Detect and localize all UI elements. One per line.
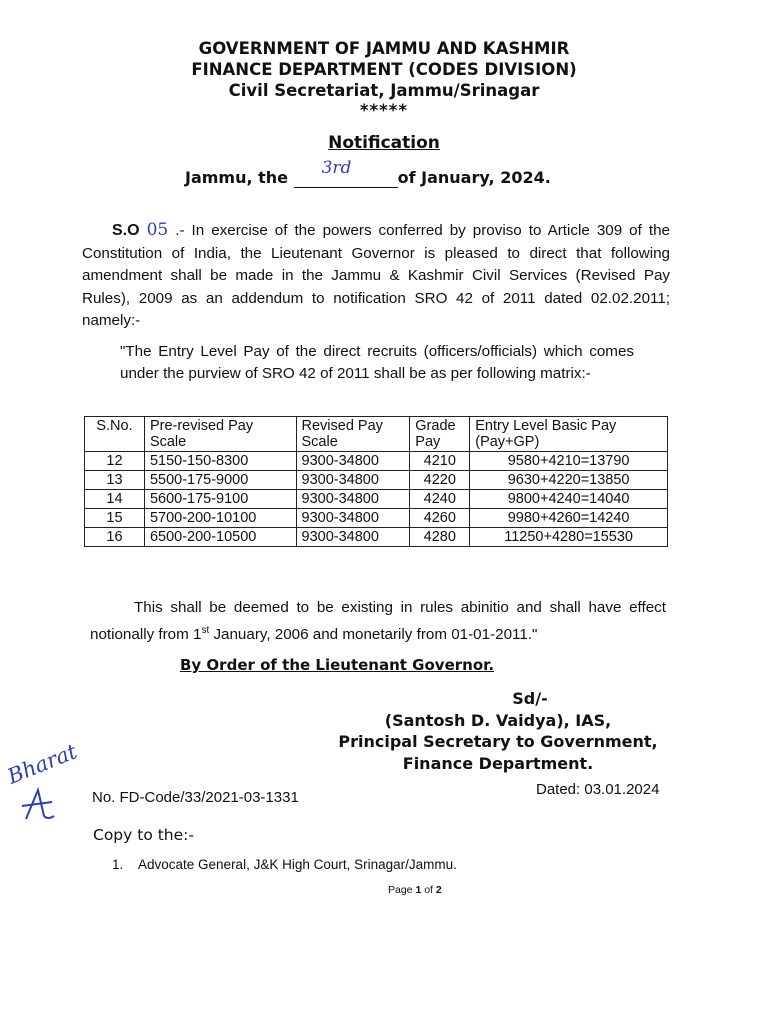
pay-matrix-table bbox=[84, 416, 668, 547]
handwritten-initials: Bharat bbox=[4, 739, 81, 789]
closing-paragraph bbox=[90, 597, 666, 646]
dateline-suffix: of January, 2024. bbox=[397, 168, 551, 187]
page-prefix: Page bbox=[388, 884, 413, 896]
header-line-3: Civil Secretariat, Jammu/Srinagar bbox=[228, 81, 540, 100]
th-entry-level: Entry Level Basic Pay (Pay+GP) bbox=[470, 417, 668, 452]
cell-revised: 9300-34800 bbox=[296, 490, 410, 509]
cell-sno: 12 bbox=[85, 452, 145, 471]
dateline bbox=[185, 158, 551, 188]
th-sno: S.No. bbox=[85, 417, 145, 452]
copy-list bbox=[112, 857, 457, 872]
cell-sno: 14 bbox=[85, 490, 145, 509]
so-label: S.O bbox=[112, 222, 140, 239]
cell-entry-level: 9980+4260=14240 bbox=[470, 509, 668, 528]
copy-to-heading: Copy to the:- bbox=[93, 826, 194, 844]
page-title: Notification bbox=[328, 133, 440, 153]
page-total: 2 bbox=[435, 884, 442, 896]
table-row bbox=[85, 490, 668, 509]
cell-grade-pay: 4210 bbox=[410, 452, 470, 471]
cell-grade-pay: 4280 bbox=[410, 528, 470, 547]
signatory-designation: Principal Secretary to Government, bbox=[338, 732, 658, 751]
closing-text-2: January, 2006 and monetarily from 01-01-2011." bbox=[209, 625, 538, 643]
cell-entry-level: 9800+4240=14040 bbox=[470, 490, 668, 509]
closing-superscript: st bbox=[201, 624, 210, 636]
table-row bbox=[85, 471, 668, 490]
header-line-1: GOVERNMENT OF JAMMU AND KASHMIR bbox=[198, 39, 570, 58]
cell-pre-revised: 6500-200-10500 bbox=[144, 528, 296, 547]
cell-revised: 9300-34800 bbox=[296, 528, 410, 547]
cell-sno: 16 bbox=[85, 528, 145, 547]
dated: Dated: 03.01.2024 bbox=[536, 781, 660, 798]
dateline-prefix: Jammu, the bbox=[185, 168, 289, 187]
signature-sd: Sd/- bbox=[512, 689, 548, 708]
cell-grade-pay: 4260 bbox=[410, 509, 470, 528]
cell-sno: 15 bbox=[85, 509, 145, 528]
table-row bbox=[85, 452, 668, 471]
cell-revised: 9300-34800 bbox=[296, 452, 410, 471]
table-header-row bbox=[85, 417, 668, 452]
table-row bbox=[85, 509, 668, 528]
cell-entry-level: 9580+4210=13790 bbox=[470, 452, 668, 471]
handwritten-mark-icon bbox=[18, 786, 58, 824]
cell-entry-level: 9630+4220=13850 bbox=[470, 471, 668, 490]
cell-revised: 9300-34800 bbox=[296, 509, 410, 528]
table-row bbox=[85, 528, 668, 547]
page-number bbox=[388, 884, 442, 896]
date-blank bbox=[294, 158, 398, 188]
copy-item-number: 1. bbox=[112, 857, 124, 872]
cell-pre-revised: 5700-200-10100 bbox=[144, 509, 296, 528]
header-line-2: FINANCE DEPARTMENT (CODES DIVISION) bbox=[191, 60, 577, 79]
page-of: of bbox=[424, 884, 433, 896]
header-stars: ***** bbox=[359, 101, 409, 120]
th-grade-pay: Grade Pay bbox=[410, 417, 470, 452]
so-text: .- In exercise of the powers conferred by proviso to Article 309 of the Constitution of India, the Lieutenant Governor is pleased to direct that following amendment shall be made in the Jammu & Kashmir Civil Services (Revised Pay Rules), 2009 as an addendum to notification SRO 42 of 2011 dated 02.02.2011; namely:- bbox=[82, 222, 670, 329]
reference-number: No. FD-Code/33/2021-03-1331 bbox=[92, 789, 299, 806]
cell-pre-revised: 5500-175-9000 bbox=[144, 471, 296, 490]
handwritten-day: 3rd bbox=[321, 158, 352, 178]
quote-intro: "The Entry Level Pay of the direct recruits (officers/officials) which comes under the purview of SRO 42 of 2011 shall be as per following matrix:- bbox=[120, 343, 634, 382]
so-number: 05 bbox=[146, 220, 169, 240]
th-pre-revised: Pre-revised Pay Scale bbox=[144, 417, 296, 452]
page-current: 1 bbox=[415, 884, 422, 896]
cell-grade-pay: 4240 bbox=[410, 490, 470, 509]
order-line: By Order of the Lieutenant Governor. bbox=[180, 656, 495, 674]
signatory-department: Finance Department. bbox=[402, 753, 594, 773]
cell-sno: 13 bbox=[85, 471, 145, 490]
cell-revised: 9300-34800 bbox=[296, 471, 410, 490]
signature-block bbox=[310, 688, 686, 774]
cell-grade-pay: 4220 bbox=[410, 471, 470, 490]
cell-pre-revised: 5150-150-8300 bbox=[144, 452, 296, 471]
copy-item-text: Advocate General, J&K High Court, Srinagar/Jammu. bbox=[138, 857, 457, 872]
th-revised: Revised Pay Scale bbox=[296, 417, 410, 452]
cell-entry-level: 11250+4280=15530 bbox=[470, 528, 668, 547]
cell-pre-revised: 5600-175-9100 bbox=[144, 490, 296, 509]
so-paragraph bbox=[82, 219, 670, 333]
signatory-name: (Santosh D. Vaidya), IAS, bbox=[384, 710, 612, 730]
closing-text-1: This shall be deemed to be existing in rules abinitio and shall have effect notionally from 1 bbox=[90, 599, 666, 643]
